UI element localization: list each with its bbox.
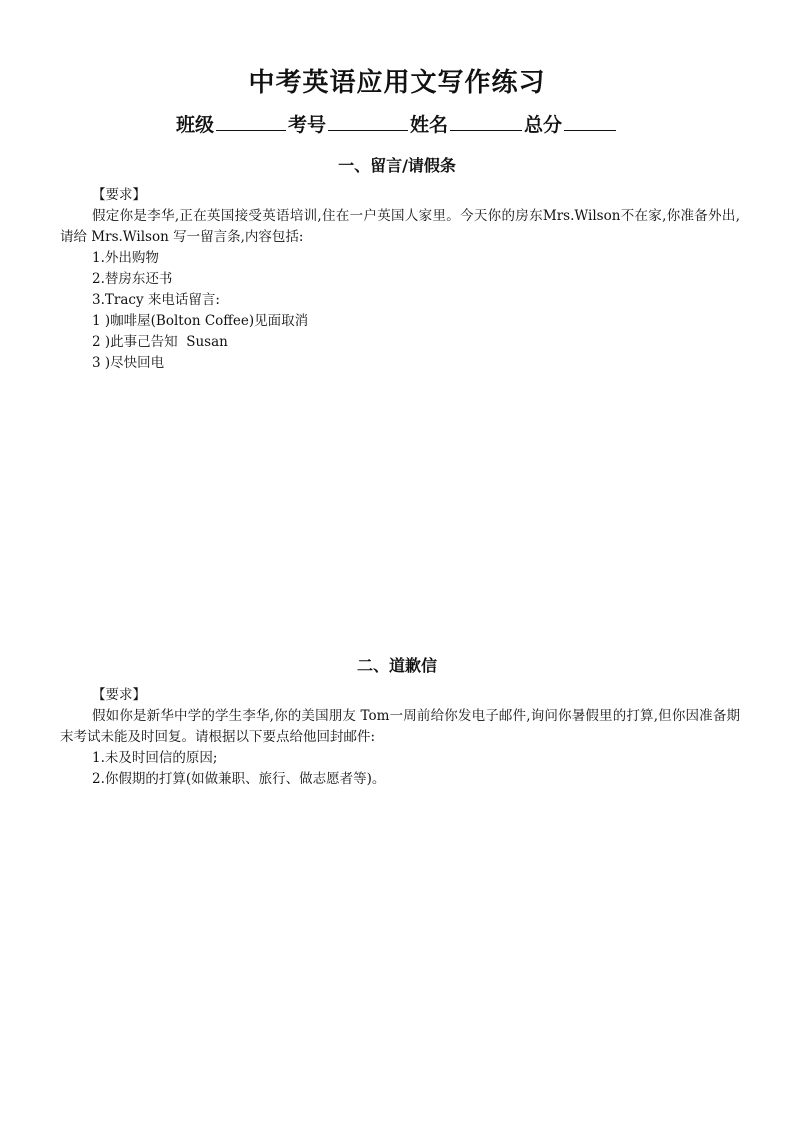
section1-requirement-label: 【要求】 <box>92 187 146 203</box>
name-blank <box>450 112 522 131</box>
section2-requirement-label: 【要求】 <box>92 687 146 703</box>
section1-paragraph: 假定你是李华,正在英国接受英语培训,住在一户英国人家里。今天你的房东Mrs.Wilson不在家,你准备外出,请给 Mrs.Wilson 写一留言条,内容包括: <box>60 208 740 245</box>
section1-subitem: 3 )尽快回电 <box>92 355 165 371</box>
section2-body <box>60 685 740 790</box>
name-label: 姓名 <box>410 114 449 136</box>
section1-subitem: 1 )咖啡屋(Bolton Coffee)见面取消 <box>92 313 309 329</box>
section1-subitem: 2 )此事己告知 Susan <box>92 334 228 350</box>
exam-number-blank <box>328 112 408 131</box>
section1-heading: 一、留言/请假条 <box>338 156 456 175</box>
score-label: 总分 <box>524 114 563 136</box>
score-blank <box>564 112 616 131</box>
section2-item: 1.未及时回信的原因; <box>92 750 218 766</box>
section1-body <box>60 185 740 374</box>
exam-number-label: 考号 <box>287 114 326 136</box>
page-title: 中考英语应用文写作练习 <box>248 68 546 98</box>
section2-paragraph: 假如你是新华中学的学生李华,你的美国朋友 Tom一周前给你发电子邮件,询问你暑假里的打算,但你因准备期末考试未能及时回复。请根据以下要点给他回封邮件: <box>60 708 740 745</box>
section2-heading: 二、道歉信 <box>356 656 437 675</box>
student-info-line <box>0 110 794 137</box>
section1-item: 3.Tracy 来电话留言: <box>92 292 220 308</box>
section1-item: 1.外出购物 <box>92 250 159 266</box>
class-blank <box>216 112 286 131</box>
section2-item: 2.你假期的打算(如做兼职、旅行、做志愿者等)。 <box>92 771 386 787</box>
class-label: 班级 <box>175 114 214 136</box>
section1-item: 2.替房东还书 <box>92 271 173 287</box>
